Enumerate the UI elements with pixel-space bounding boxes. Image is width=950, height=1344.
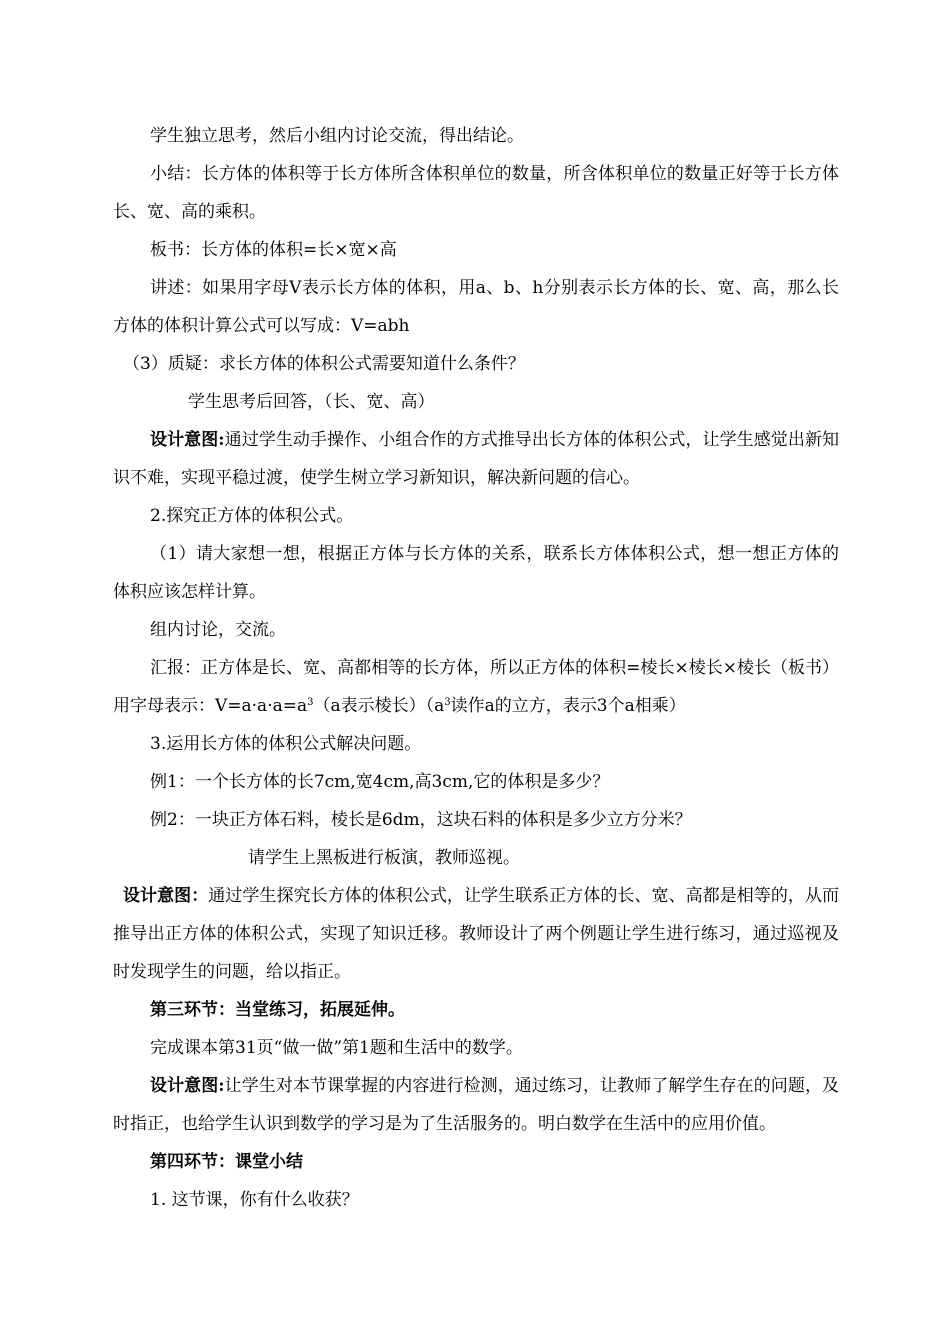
paragraph-board-writing: 板书：长方体的体积=长×宽×高	[150, 240, 397, 260]
paragraph-report	[113, 649, 839, 725]
report-text-a: 汇报：正方体是长、宽、高都相等的长方体，所以正方体的体积=棱长×棱长×棱长（板书）用字母表示：V=a·a·a=a	[113, 658, 839, 716]
design-intent-text-2: 通过学生探究长方体的体积公式，让学生联系正方体的长、宽、高都是相等的，从而推导出正方体的体积公式，实现了知识迁移。教师设计了两个例题让学生进行练习，通过巡视及时发现学生的问题，给以指正。	[113, 886, 840, 982]
paragraph-section-3-heading: 3.运用长方体的体积公式解决问题。	[150, 734, 422, 754]
paragraph-design-intent-2	[113, 877, 839, 991]
paragraph-example-2: 例2：一块正方体石料，棱长是6dm，这块石料的体积是多少立方分米？	[150, 810, 692, 830]
design-intent-text-3: 让学生对本节课掌握的内容进行检测，通过练习，让教师了解学生存在的问题，及时指正，也给学生认识到数学的学习是为了生活服务的。明白数学在生活中的应用价值。	[113, 1076, 840, 1134]
paragraph-student-answer: 学生思考后回答，（长、宽、高）	[188, 392, 435, 412]
paragraph-question-1: （1）请大家想一想，根据正方体与长方体的关系，联系长方体体积公式，想一想正方体的体积应该怎样计算。	[113, 544, 839, 602]
paragraph-summary-question-1: 1. 这节课，你有什么收获？	[150, 1190, 359, 1210]
paragraph-board-practice: 请学生上黑板进行板演，教师巡视。	[248, 848, 520, 868]
design-intent-text: 通过学生动手操作、小组合作的方式推导出长方体的体积公式，让学生感觉出新知识不难，实现平稳过渡，使学生树立学习新知识，解决新问题的信心。	[113, 430, 840, 488]
paragraph-explanation: 讲述：如果用字母V表示长方体的体积，用a、b、h分别表示长方体的长、宽、高，那么长方体的体积计算公式可以写成：V=abh	[113, 278, 839, 336]
design-intent-label-3: 设计意图:	[150, 1076, 225, 1096]
paragraph-student-thinking: 学生独立思考，然后小组内讨论交流，得出结论。	[150, 126, 524, 146]
paragraph-design-intent-1	[113, 421, 839, 497]
paragraph-summary: 小结：长方体的体积等于长方体所含体积单位的数量，所含体积单位的数量正好等于长方体长、宽、高的乘积。	[113, 164, 839, 222]
design-intent-label: 设计意图:	[150, 430, 225, 450]
paragraph-design-intent-3	[113, 1067, 839, 1143]
paragraph-section-2-heading: 2.探究正方体的体积公式。	[150, 506, 354, 526]
paragraph-textbook-exercise: 完成课本第31页“做一做”第1题和生活中的数学。	[150, 1038, 523, 1058]
heading-section-four: 第四环节：课堂小结	[150, 1152, 303, 1172]
superscript-cube: 3	[307, 697, 314, 708]
heading-section-three: 第三环节：当堂练习，拓展延伸。	[150, 1000, 405, 1020]
paragraph-example-1: 例1：一个长方体的长7cm,宽4cm,高3cm,它的体积是多少？	[150, 772, 610, 792]
document-body	[113, 117, 839, 1219]
paragraph-group-discussion: 组内讨论，交流。	[150, 620, 286, 640]
design-intent-label-2: 设计意图：	[123, 886, 209, 906]
report-text-c: 读作a的立方，表示3个a相乘）	[450, 696, 686, 716]
paragraph-question-3: （3）质疑：求长方体的体积公式需要知道什么条件？	[123, 354, 525, 374]
report-text-b: （a表示棱长）（a	[313, 696, 445, 716]
superscript-cube-2: 3	[444, 697, 451, 708]
